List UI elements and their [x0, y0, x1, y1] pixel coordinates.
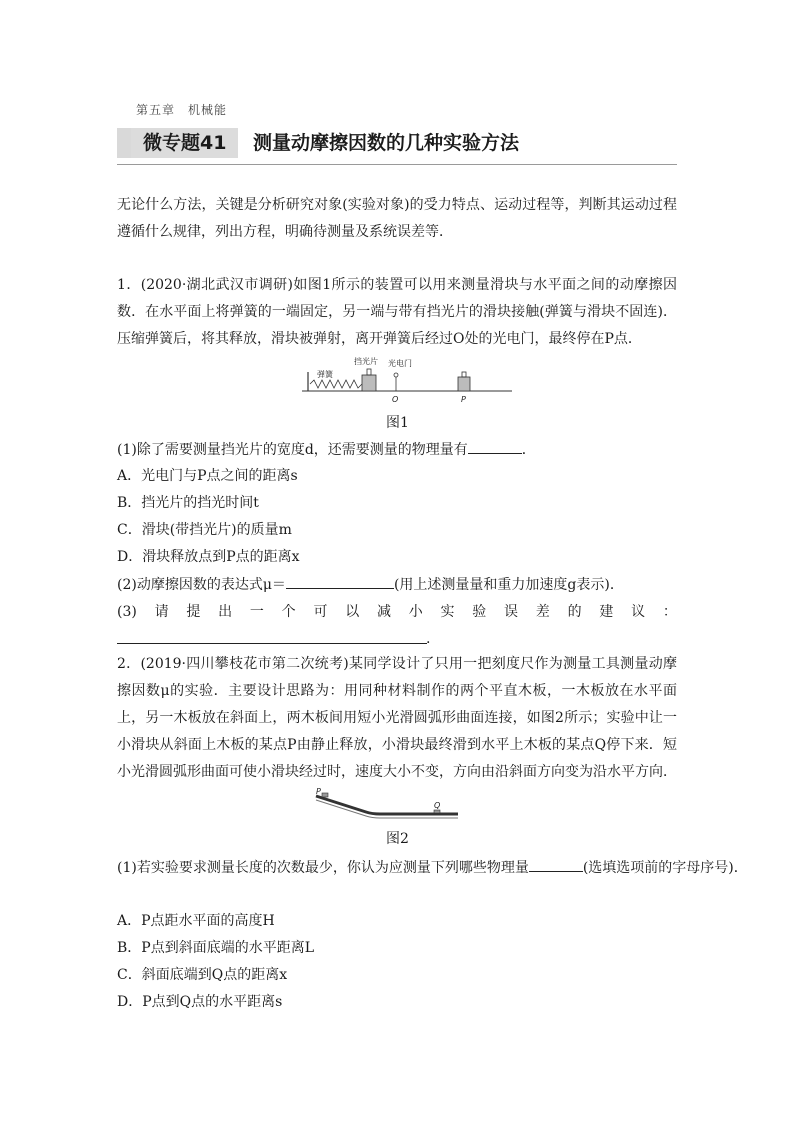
q2-option-a: A．P点距水平面的高度H [117, 913, 275, 929]
q1-sub3-char: 减 [376, 604, 391, 620]
q2-stem: 2．(2019·四川攀枝花市第二次统考)某同学设计了只用一把刻度尺作为测量工具测量动摩擦因数μ的实验．主要设计思路为：用同种材料制作的两个平直木板，一木板放在水平面上，另一木板放在斜面上，两木板间用短小光滑圆弧形曲面连接，如图2所示；实验中让一小滑块从斜面上木板的某点P由静止释放，小滑块最终滑到水平上木板的某点Q停下来．短小光滑圆弧形曲面可使小滑块经过时，速度大小不变，方向由沿斜面方向变为沿水平方向． [117, 656, 677, 780]
q1-sub3-char: 的 [567, 604, 582, 620]
q1-sub3-answer-line[interactable] [117, 643, 427, 644]
q1-sub3-char: 建 [599, 604, 614, 620]
q1-option-a: A．光电门与P点之间的距离s [117, 468, 298, 484]
q1-sub3-char: 小 [408, 604, 423, 620]
q1-sub3-end: . [426, 631, 431, 647]
spring-label: 弹簧 [317, 370, 333, 379]
p-label-2: P [316, 788, 321, 796]
chapter-label: 第五章 机械能 [136, 103, 228, 117]
intro-paragraph: 无论什么方法，关键是分析研究对象(实验对象)的受力特点、运动过程等，判断其运动过程遵循什么规律，列出方程，明确待测量及系统误差等． [117, 197, 677, 240]
q1-sub1 [117, 437, 536, 463]
q1-sub3-char: 提 [186, 604, 201, 620]
q1-sub3-char: 一 [249, 604, 264, 620]
q1-sub3-char: 请 [154, 604, 169, 620]
page-title: 测量动摩擦因数的几种实验方法 [253, 132, 520, 154]
title-bar [117, 126, 677, 165]
q2-option-d: D．P点到Q点的水平距离s [117, 994, 283, 1010]
q1-option-d: D．滑块释放点到P点的距离x [117, 549, 300, 565]
topic-tag: 微专题41 [131, 128, 238, 158]
q1-option-c: C．滑块(带挡光片)的质量m [117, 522, 292, 538]
q1-stem: 1．(2020·湖北武汉市调研)如图1所示的装置可以用来测量滑块与水平面之间的动摩擦因数．在水平面上将弹簧的一端固定，另一端与带有挡光片的滑块接触(弹簧与滑块不固连)．压缩弹簧后，将其释放，滑块被弹射，离开弹簧后经过O处的光电门，最终停在P点． [117, 277, 677, 347]
q1-sub1-blank[interactable] [468, 437, 522, 454]
q1-option-b: B．挡光片的挡光时间t [117, 495, 259, 511]
figure-2 [312, 788, 462, 820]
q1-sub3-char: 出 [218, 604, 233, 620]
q2-sub1-pre: (1)若实验要求测量长度的次数最少，你认为应测量下列哪些物理量 [117, 860, 529, 876]
q1-sub1-end: ． [521, 442, 536, 458]
q-label: Q [434, 801, 441, 810]
q2-sub1 [117, 855, 748, 881]
q1-sub3-char: 议 [631, 604, 646, 620]
o-label: O [392, 395, 399, 404]
q1-sub3-char: 误 [504, 604, 519, 620]
gate-label: 光电门 [388, 359, 412, 368]
q1-sub3-char: 差 [535, 604, 550, 620]
q1-sub3-char: 验 [472, 604, 487, 620]
q2-option-c: C．斜面底端到Q点的距离x [117, 967, 288, 983]
q1-sub3-char: ： [662, 604, 677, 620]
shade-label: 挡光片 [354, 357, 378, 366]
figure-2-caption: 图2 [386, 831, 409, 847]
q1-sub3 [117, 599, 677, 625]
q1-sub2 [117, 572, 624, 598]
q1-sub3-char: 以 [345, 604, 360, 620]
q2-sub1-post: (选填选项前的字母序号)． [582, 860, 748, 876]
q1-sub1-text: (1)除了需要测量挡光片的宽度d，还需要测量的物理量有 [117, 442, 468, 458]
q1-sub3-char: 可 [313, 604, 328, 620]
q1-sub2-pre: (2)动摩擦因数的表达式μ＝ [117, 577, 286, 593]
title-mark [117, 128, 131, 158]
q1-sub3-char: (3) [117, 604, 137, 620]
p-label: P [461, 395, 466, 404]
q2-sub1-blank[interactable] [529, 855, 583, 872]
q1-sub3-char: 实 [440, 604, 455, 620]
q1-sub2-blank[interactable] [286, 572, 394, 589]
figure-1 [300, 352, 515, 404]
q2-option-b: B．P点到斜面底端的水平距离L [117, 940, 315, 956]
q1-sub3-char: 个 [281, 604, 296, 620]
figure-1-caption: 图1 [386, 415, 409, 431]
q1-sub2-post: (用上述测量量和重力加速度g表示)． [393, 577, 624, 593]
